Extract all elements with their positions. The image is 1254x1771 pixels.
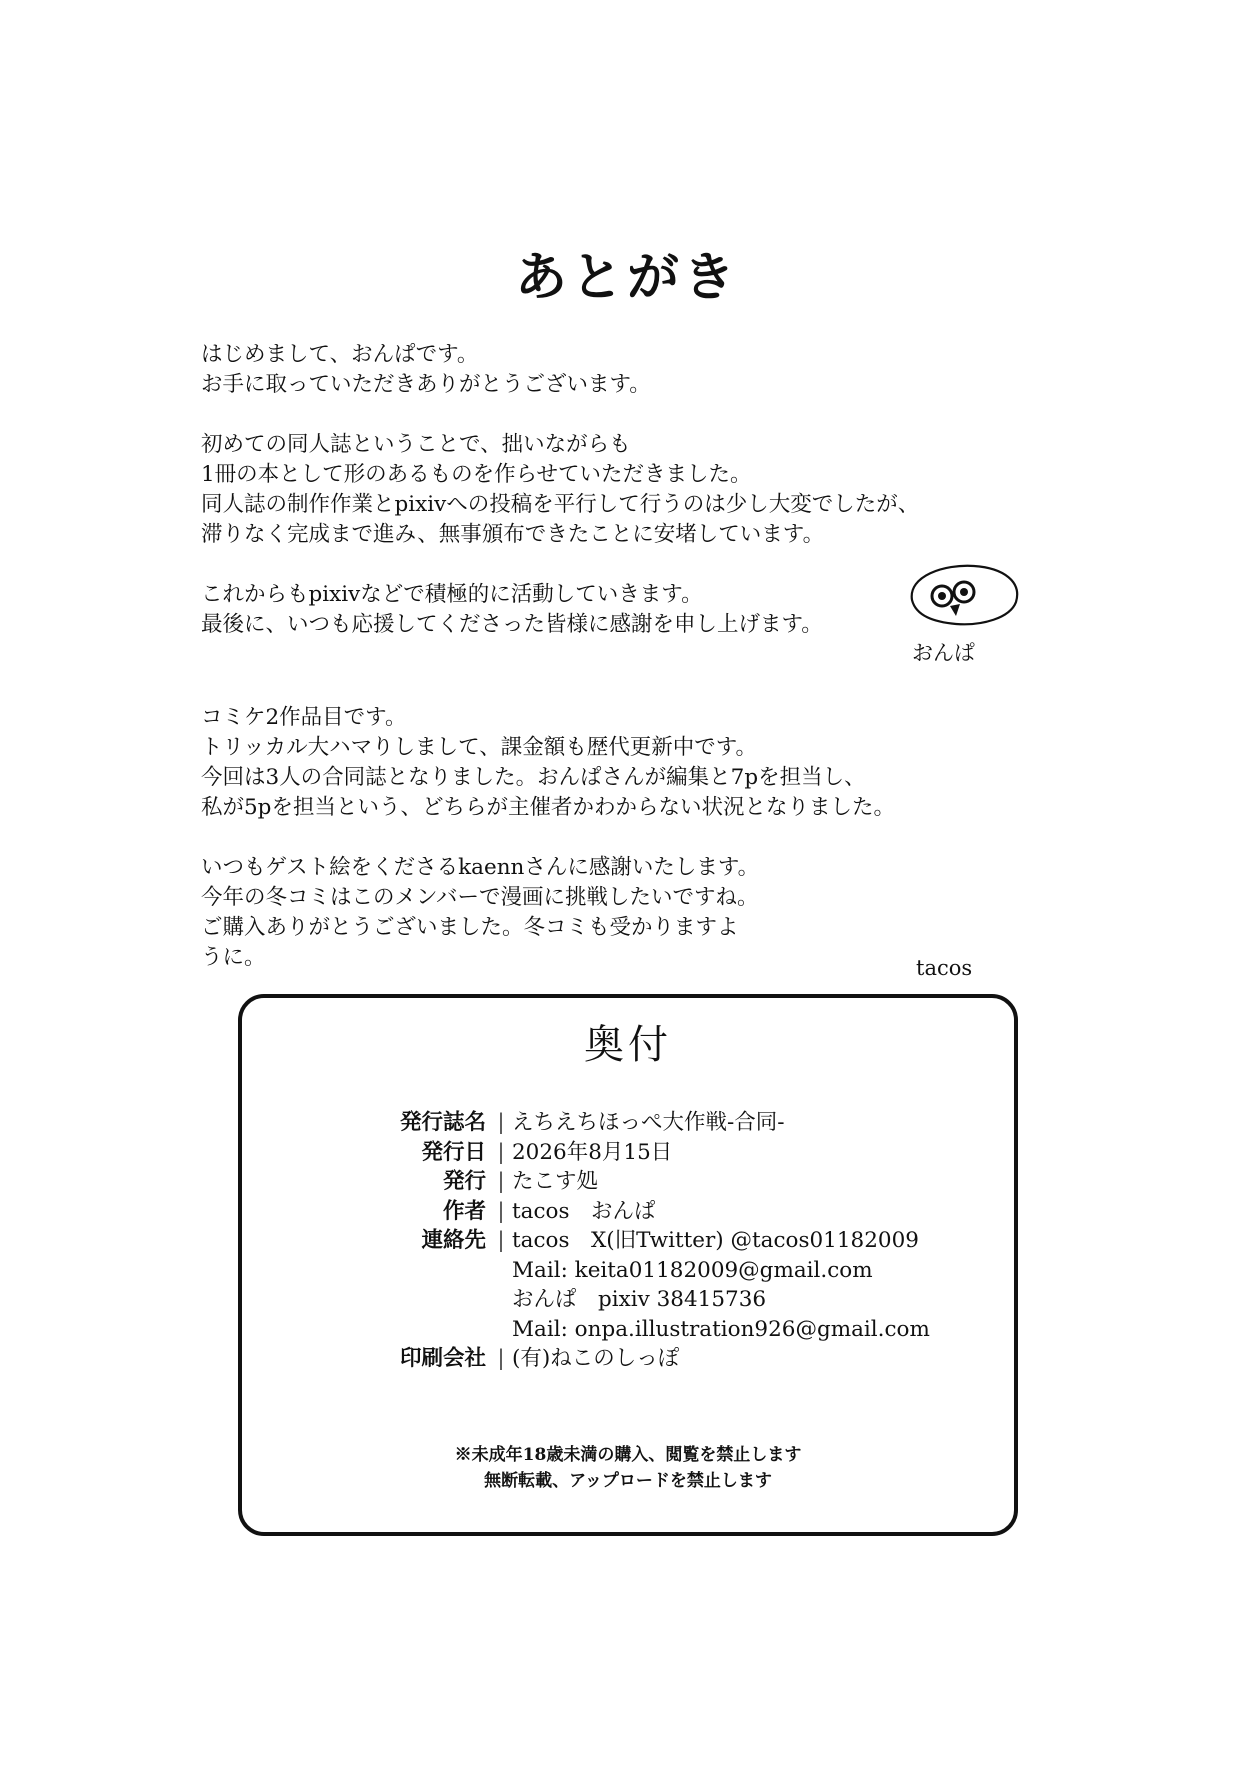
- afterword-body: [201, 340, 1061, 1003]
- text-line: 私が5pを担当という、どちらが主催者かわからない状況となりました。: [201, 795, 895, 820]
- colophon-row-title: [362, 1108, 930, 1138]
- row-label: 発行日: [421, 1139, 486, 1165]
- row-separator: |: [497, 1228, 505, 1253]
- tacos-signature: tacos: [916, 956, 973, 980]
- colophon-row-contact: [362, 1226, 930, 1256]
- text-line: お手に取っていただきありがとうございます。: [201, 372, 651, 397]
- text-line: 今年の冬コミはこのメンバーで漫画に挑戦したいですね。: [201, 885, 759, 910]
- text-line: 1冊の本として形のあるものを作らせていただきました。: [201, 462, 752, 487]
- text-line: はじめまして、おんぱです。: [201, 342, 479, 367]
- row-value: えちえちほっぺ大作戦-合同-: [512, 1110, 785, 1135]
- colophon-row-publisher: [362, 1167, 930, 1197]
- page-title: あとがき: [514, 248, 739, 308]
- row-value: Mail: keita01182009@gmail.com: [512, 1257, 873, 1283]
- row-value: たこす処: [512, 1169, 599, 1194]
- row-separator: |: [497, 1110, 505, 1135]
- row-value: (有)ねこのしっぽ: [512, 1346, 680, 1371]
- colophon-row-printer: [362, 1344, 930, 1374]
- onpa-paragraph: [201, 340, 1061, 400]
- text-line: トリッカル大ハマりしまして、課金額も歴代更新中です。: [201, 735, 757, 760]
- colophon-row-date: [362, 1138, 930, 1168]
- row-label: 発行: [442, 1169, 486, 1194]
- text-line: 同人誌の制作作業とpixivへの投稿を平行して行うのは少し大変でしたが、: [201, 492, 920, 517]
- colophon-title: 奥付: [584, 1022, 672, 1068]
- text-line: 初めての同人誌ということで、拙いながらも: [201, 432, 631, 457]
- row-label: 連絡先: [421, 1228, 486, 1253]
- row-value: tacos おんぱ: [512, 1198, 656, 1224]
- row-label: 発行誌名: [399, 1110, 486, 1135]
- onpa-paragraph: [201, 430, 1061, 550]
- row-value: 2026年8月15日: [512, 1139, 673, 1165]
- row-separator: |: [497, 1198, 505, 1224]
- tacos-paragraph: [201, 703, 1061, 823]
- row-separator: |: [497, 1169, 505, 1194]
- row-value: tacos X(旧Twitter) @tacos01182009: [512, 1228, 919, 1253]
- text-line: 最後に、いつも応援してくださった皆様に感謝を申し上げます。: [201, 612, 823, 637]
- row-separator: |: [497, 1346, 505, 1371]
- notice-line: 無断転載、アップロードを禁止します: [484, 1471, 772, 1491]
- notice-line: ※未成年18歳未満の購入、閲覧を禁止します: [454, 1445, 802, 1465]
- text-line: うに。: [201, 945, 266, 970]
- colophon-box: [238, 994, 1018, 1536]
- row-label: 印刷会社: [399, 1346, 486, 1371]
- colophon-table: [362, 1108, 930, 1374]
- text-line: 滞りなく完成まで進み、無事頒布できたことに安堵しています。: [201, 522, 825, 547]
- row-value: おんぱ pixiv 38415736: [512, 1287, 767, 1312]
- legal-notice: [242, 1442, 1014, 1494]
- onpa-signature: おんぱ: [912, 641, 975, 665]
- text-line: ご購入ありがとうございました。冬コミも受かりますよ: [201, 915, 739, 940]
- colophon-row-contact-cont: [362, 1256, 930, 1286]
- tacos-paragraph: [201, 853, 1061, 973]
- text-line: いつもゲスト絵をくださるkaennさんに感謝いたします。: [201, 855, 760, 880]
- colophon-row-contact-cont: [362, 1315, 930, 1345]
- row-value: Mail: onpa.illustration926@gmail.com: [512, 1316, 930, 1342]
- text-line: これからもpixivなどで積極的に活動していきます。: [201, 582, 703, 607]
- row-label: 作者: [442, 1198, 486, 1224]
- owl-mascot-icon: [904, 562, 1024, 632]
- row-separator: |: [497, 1139, 505, 1165]
- colophon-row-contact-cont: [362, 1285, 930, 1315]
- colophon-row-authors: [362, 1197, 930, 1227]
- text-line: コミケ2作品目です。: [201, 705, 407, 730]
- text-line: 今回は3人の合同誌となりました。おんぱさんが編集と7pを担当し、: [201, 765, 866, 790]
